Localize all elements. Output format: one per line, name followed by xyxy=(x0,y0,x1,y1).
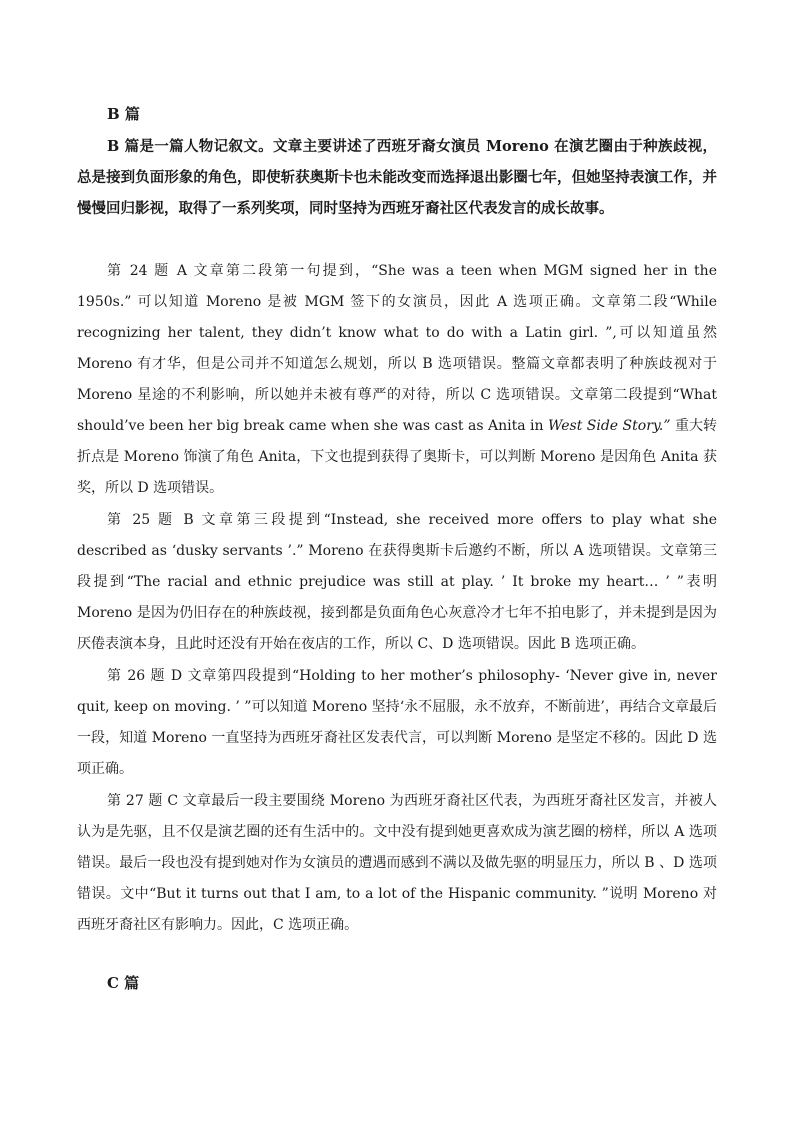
q24-film-title: West Side Story.” xyxy=(547,418,671,434)
question-26-explanation: 第 26 题 D 文章第四段提到“Holding to her mother’s philosophy- ‘Never give in, never quit, keep on moving. ’ ”可以知道 Moreno 坚持‘永不屈服，永不放弃，不断前进’，再结合文章最后一段，知道 Moreno 一直坚持为西班牙裔社区发表代言，可以判断 Moreno 是坚定不移的。因此 D 选项正确。 xyxy=(77,668,717,777)
q24-text-part-1: 第 24 题 A 文章第二段第一句提到，“She was a teen when MGM signed her in the 1950s.” 可以知道 Moreno 是被 MGM 签下的女演员，因此 A 选项正确。文章第二段“While recognizing her talent, they didn’t know what to do with a Latin girl. ”,可以知道虽然 Moreno 有才华，但是公司并不知道怎么规划，所以 B 选项错误。整篇文章都表明了种族歧视对于 Moreno 星途的不利影响，所以她并未被有尊严的对待，所以 C 选项错误。文章第二段提到“What should’ve been her big break came when she was cast as Anita in xyxy=(77,263,717,434)
question-27-explanation: 第 27 题 C 文章最后一段主要围绕 Moreno 为西班牙裔社区代表，为西班牙裔社区发言，并被人认为是先驱，且不仅是演艺圈的还有生活中的。文中没有提到她更喜欢成为演艺圈的榜样，所以 A 选项错误。最后一段也没有提到她对作为女演员的遭遇而感到不满以及做先驱的明显压力，所以 B 、D 选项错误。文中“But it turns out that I am, to a lot of the Hispanic community. ”说明 Moreno 对西班牙裔社区有影响力。因此，C 选项正确。 xyxy=(77,793,717,933)
section-b-title: B 篇 xyxy=(107,105,140,123)
q24-text-part-2: 重大转折点是 Moreno 饰演了角色 Anita，下文也提到获得了奥斯卡，可以判断 Moreno 是因角色 Anita 获奖，所以 D 选项错误。 xyxy=(77,418,718,496)
question-24-explanation xyxy=(77,256,717,504)
question-25-explanation: 第 25 题 B 文章第三段提到“Instead, she received more offers to play what she described as ‘dusky servants ’.” Moreno 在获得奥斯卡后邀约不断，所以 A 选项错误。文章第三段提到“The racial and ethnic prejudice was still at play. ’ It broke my heart… ’ ”表明 Moreno 是因为仍旧存在的种族歧视，接到都是负面角色心灰意冷才七年不拍电影了，并未提到是因为厌倦表演本身，且此时还没有开始在夜店的工作，所以 C、D 选项错误。因此 B 选项正确。 xyxy=(77,512,717,652)
section-c-title: C 篇 xyxy=(107,974,140,992)
section-b-summary: B 篇是一篇人物记叙文。文章主要讲述了西班牙裔女演员 Moreno 在演艺圈由于种族歧视，总是接到负面形象的角色，即使斩获奥斯卡也未能改变而选择退出影圈七年，但她坚持表演工作，并慢慢回归影视，取得了一系列奖项，同时坚持为西班牙裔社区代表发言的成长故事。 xyxy=(77,138,717,217)
